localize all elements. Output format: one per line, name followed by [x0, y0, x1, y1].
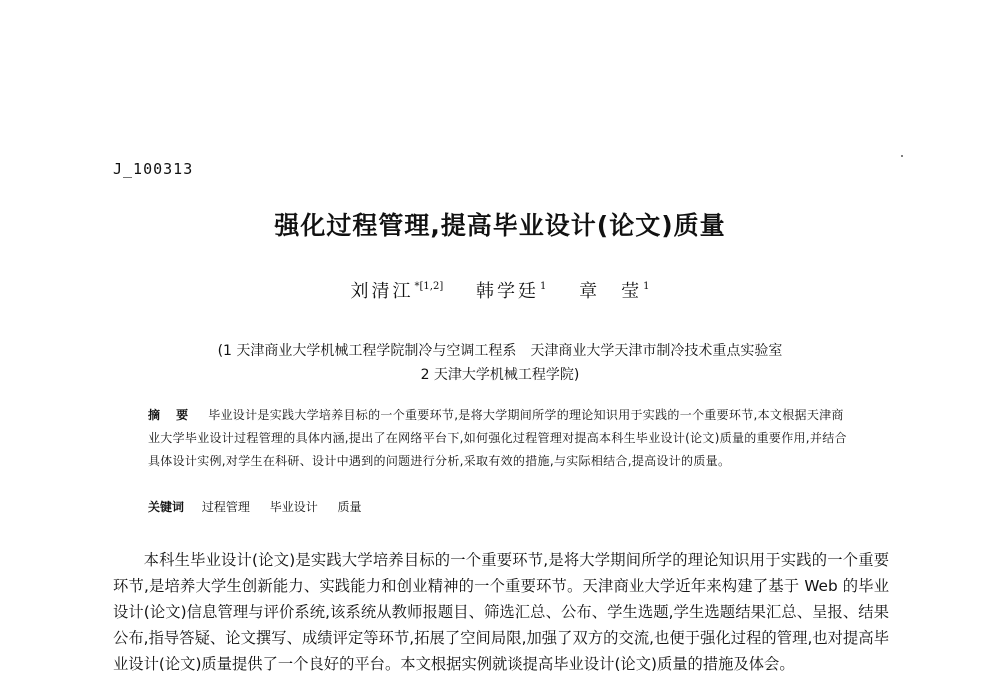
abstract-label: 摘 要	[148, 408, 195, 422]
paper-title: 强化过程管理,提高毕业设计(论文)质量	[274, 211, 726, 240]
author-list	[0, 277, 1000, 303]
abstract	[148, 404, 848, 473]
body-paragraph: 本科生毕业设计(论文)是实践大学培养目标的一个重要环节,是将大学期间所学的理论知识用于实践的一个重要环节,是培养大学生创新能力、实践能力和创业精神的一个重要环节。天津商业大学近年来构建了基于 Web 的毕业设计(论文)信息管理与评价系统,该系统从教师报题目、筛选汇总、公布、学生选题,学生选题结果汇总、呈报、结果公布,指导答疑、论文撰写、成绩评定等环节,拓展了空间局限,加强了双方的交流,也便于强化过程的管理,也对提高毕业设计(论文)质量提供了一个良好的平台。本文根据实例就谈提高毕业设计(论文)质量的措施及体会。	[113, 551, 889, 673]
author-affiliation-mark: 1	[643, 281, 650, 292]
author-3	[579, 281, 649, 302]
affiliation-line-1: (1 天津商业大学机械工程学院制冷与空调工程系 天津商业大学天津市制冷技术重点实验室	[217, 343, 783, 359]
author-1	[351, 281, 444, 302]
author-affiliation-mark: 1	[539, 281, 547, 292]
document-id: J_100313	[113, 160, 194, 178]
abstract-text: 毕业设计是实践大学培养目标的一个重要环节,是将大学期间所学的理论知识用于实践的一个重要环节,本文根据天津商业大学毕业设计过程管理的具体内涵,提出了在网络平台下,如何强化过程管理对提高本科生毕业设计(论文)质量的重要作用,并结合具体设计实例,对学生在科研、设计中遇到的问题进行分析,采取有效的措施,与实际相结合,提高设计的质量。	[148, 408, 847, 468]
keywords	[148, 498, 848, 515]
affiliation-line-2: 2 天津大学机械工程学院)	[420, 367, 580, 383]
author-name: 韩学廷	[475, 281, 539, 302]
author-name: 刘清江	[350, 281, 414, 302]
keyword-item: 过程管理	[201, 500, 250, 514]
keyword-item: 毕业设计	[269, 500, 318, 514]
author-2	[476, 281, 546, 302]
keyword-item: 质量	[337, 500, 362, 514]
scan-speck	[901, 155, 903, 157]
keywords-label: 关键词	[148, 500, 185, 514]
author-affiliation-mark: *[1,2]	[414, 281, 444, 292]
author-name: 章 莹	[579, 281, 643, 302]
